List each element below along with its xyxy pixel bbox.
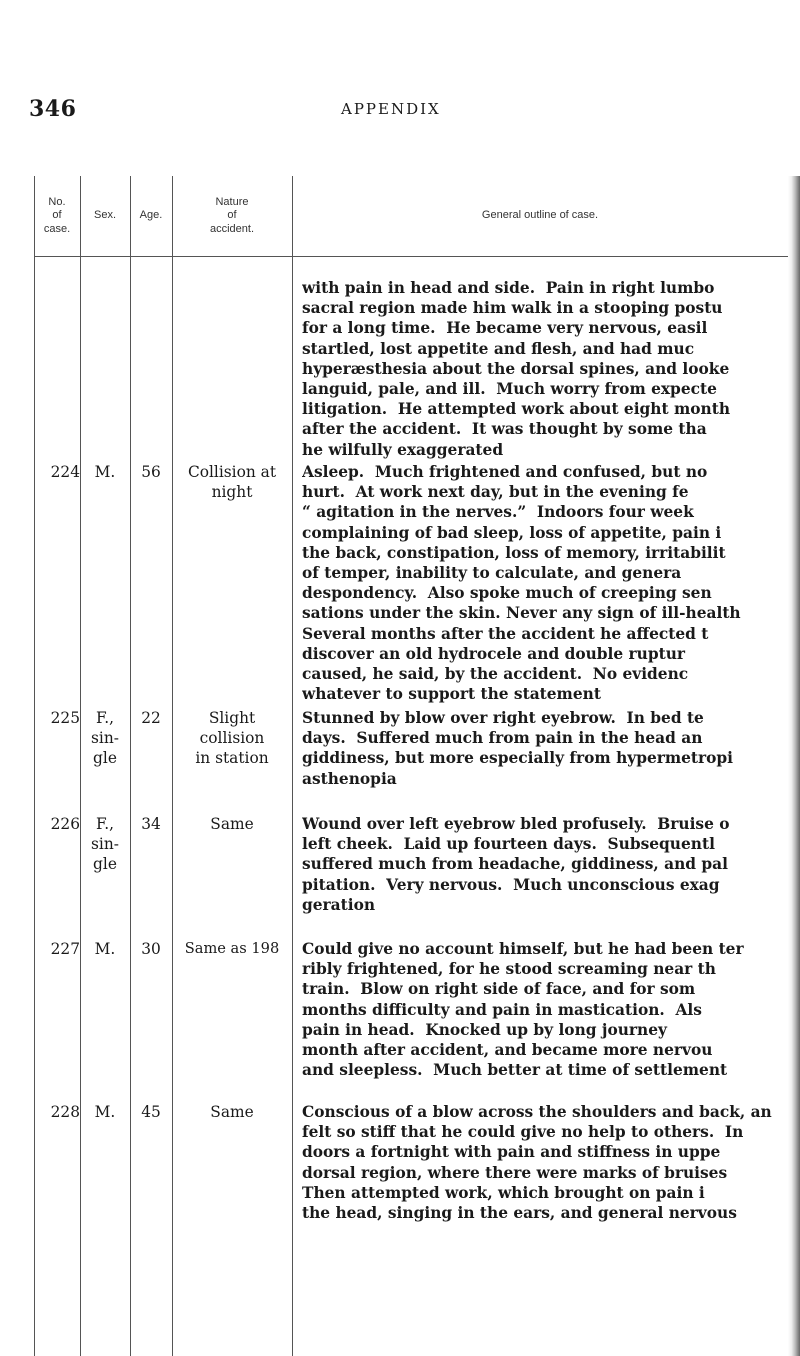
- case-number: 228: [50, 1103, 80, 1121]
- column-rule: [130, 176, 131, 1356]
- case-nature: Same: [210, 1103, 254, 1121]
- case-age: 30: [141, 940, 161, 958]
- case-nature: Same: [210, 815, 254, 833]
- case-age: 22: [141, 709, 161, 727]
- column-header-outline: General outline of case.: [481, 209, 599, 222]
- column-header-age: Age.: [139, 209, 163, 222]
- case-outline: Could give no account himself, but he had been ter ribly frightened, for he stood screaming near th train. Blow on right side of face, and for som months difficulty and pain in mastication. Als pain in head. Knocked up by long journey month after accident, and became more nervou and sleepless. Much better at time of settlement: [302, 940, 744, 1080]
- case-age: 45: [141, 1103, 161, 1121]
- page-edge: [788, 176, 800, 1356]
- column-rule: [292, 176, 293, 1356]
- continuation-outline: with pain in head and side. Pain in right lumbo sacral region made him walk in a stooping postu for a long time. He became very nervous, easil startled, lost appetite and flesh, and had muc hyperæsthesia about the dorsal spines, and looke languid, pale, and ill. Much worry from expecte litigation. He attempted work about eight month after the accident. It was thought by some tha he wilfully exaggerated: [302, 279, 731, 459]
- case-sex: M.: [94, 940, 116, 958]
- case-age: 56: [141, 463, 161, 481]
- running-title: APPENDIX: [341, 100, 441, 118]
- page-header: [0, 96, 800, 126]
- page-number: 346: [29, 96, 77, 122]
- case-outline: Stunned by blow over right eyebrow. In bed te days. Suffered much from pain in the head an giddiness, but more especially from hypermetropi asthenopia: [302, 709, 734, 788]
- case-sex: F., sin- gle: [91, 709, 119, 767]
- case-outline: Conscious of a blow across the shoulders and back, an felt so stiff that he could give no help to others. In doors a fortnight with pain and stiffness in uppe dorsal region, where there were marks of bruises Then attempted work, which brought on pain i the head, singing in the ears, and general nervous: [302, 1103, 772, 1223]
- case-sex: M.: [94, 463, 116, 481]
- case-number: 227: [50, 940, 80, 958]
- column-rule: [34, 176, 35, 1356]
- case-table: [34, 176, 800, 1356]
- case-number: 225: [50, 709, 80, 727]
- column-header-nature: Nature of accident.: [209, 196, 255, 235]
- case-outline: Asleep. Much frightened and confused, but no hurt. At work next day, but in the evening fe “ agitation in the nerves.” Indoors four week complaining of bad sleep, loss of appetite, pain i the back, constipation, loss of memory, irritabilit of temper, inability to calculate, and genera despondency. Also spoke much of creeping sen sations under the skin. Never any sign of ill-health Several months after the accident he affected t discover an old hydrocele and double ruptur caused, he said, by the accident. No evidenc whatever to support the statement: [302, 463, 741, 704]
- column-header-no: No. of case.: [43, 196, 71, 235]
- column-header-sex: Sex.: [93, 209, 116, 222]
- case-number: 226: [50, 815, 80, 833]
- header-rule: [34, 256, 800, 257]
- case-sex: M.: [94, 1103, 116, 1121]
- case-number: 224: [50, 463, 80, 481]
- case-age: 34: [141, 815, 161, 833]
- case-sex: F., sin- gle: [91, 815, 119, 873]
- case-nature: Slight collision in station: [195, 709, 269, 767]
- case-nature: Collision at night: [187, 463, 277, 501]
- case-nature: Same as 198: [184, 940, 280, 957]
- case-outline: Wound over left eyebrow bled profusely. Bruise o left cheek. Laid up fourteen days. Subsequentl suffered much from headache, giddiness, and pal pitation. Very nervous. Much unconscious exag geration: [302, 815, 730, 914]
